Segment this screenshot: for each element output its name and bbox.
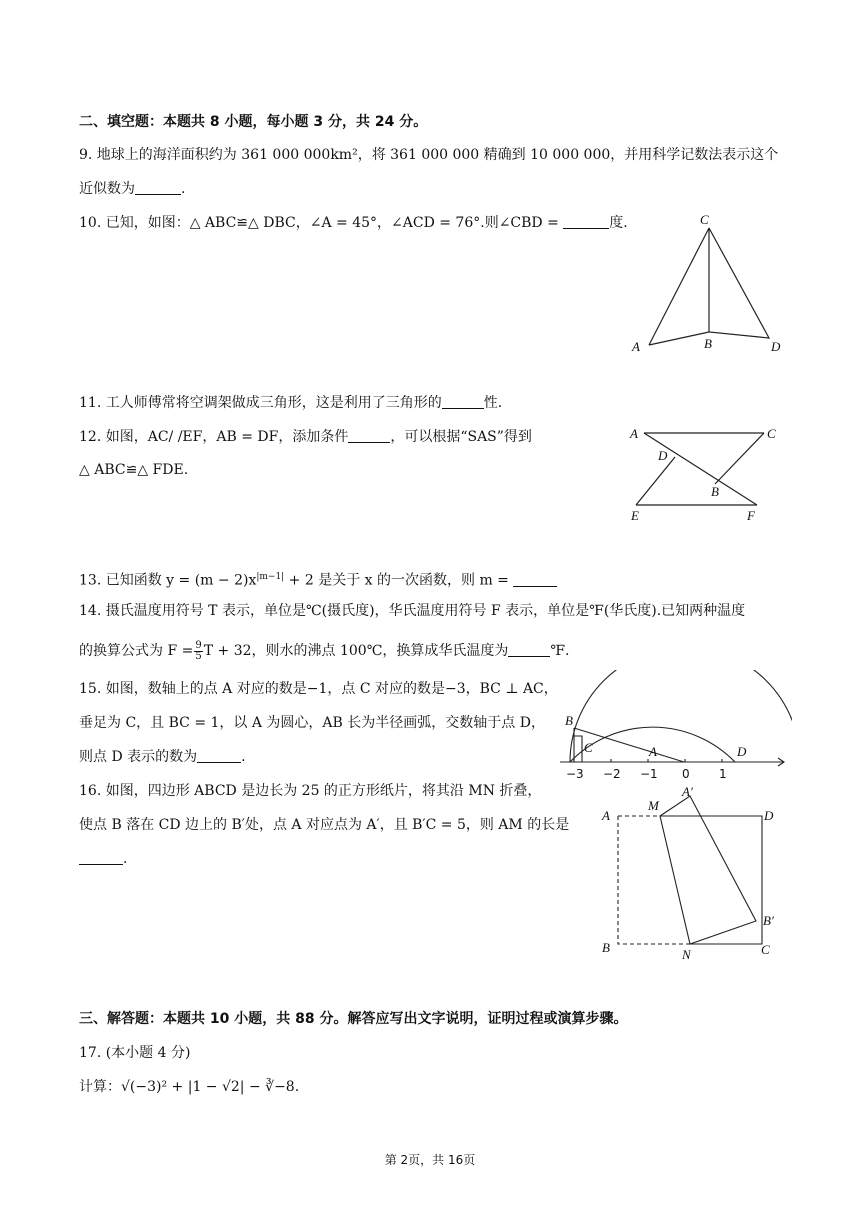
question-14-text-2: T + 32，则水的沸点 100℃，换算成华氏温度为 <box>203 643 509 659</box>
label-a: A <box>649 744 657 759</box>
tick-label: −1 <box>640 767 658 781</box>
question-13-text: 13. 已知函数 y = (m − 2)x <box>79 572 257 589</box>
label-a: A <box>602 808 610 823</box>
question-13 <box>79 568 557 590</box>
math-expression: √(−3)² + |1 − √2| − ∛−8. <box>121 1079 300 1095</box>
question-12-text: 12. 如图，AC/ /EF，AB = DF，添加条件 <box>79 429 349 445</box>
question-11-end: 性. <box>483 395 503 411</box>
label-m: M <box>648 798 659 813</box>
question-17-title: 17. (本小题 4 分) <box>79 1045 191 1061</box>
question-11-text: 11. 工人师傅常将空调架做成三角形，这是利用了三角形的 <box>79 395 442 411</box>
label-c: C <box>761 942 770 957</box>
label-b: B <box>565 713 573 728</box>
label-b: B <box>704 336 712 351</box>
answer-blank <box>79 850 123 865</box>
answer-blank <box>508 642 550 657</box>
question-16-line2: 使点 B 落在 CD 边上的 B′处，点 A 对应点为 A′，且 B′C = 5，则 AM 的长是 <box>79 817 570 833</box>
label-c: C <box>584 740 593 755</box>
label-d: D <box>764 808 774 823</box>
question-12-text-2: ，可以根据“SAS”得到 <box>390 429 532 445</box>
question-9-text: 近似数为 <box>79 181 135 197</box>
question-17-expression <box>79 1078 299 1096</box>
question-16-line3 <box>79 850 127 868</box>
question-14-end: ℉. <box>550 643 570 659</box>
label-d: D <box>658 448 668 463</box>
label-d: D <box>771 339 781 354</box>
answer-blank <box>513 572 557 587</box>
question-16-end: . <box>123 851 128 867</box>
label-b-prime: B′ <box>763 913 774 928</box>
label-a-prime: A′ <box>682 784 693 799</box>
section-header: 三、解答题：本题共 10 小题，共 88 分。解答应写出文字说明，证明过程或演算步骤。 <box>79 1011 628 1027</box>
label-c: C <box>767 426 776 441</box>
figure-number-line <box>552 670 792 782</box>
question-13-text-2: + 2 是关于 x 的一次函数，则 m = <box>284 572 514 589</box>
figure-triangles-abc-dbc <box>620 208 790 358</box>
page-number: 第 2页，共 16页 <box>384 1153 476 1167</box>
tick-label: 0 <box>682 767 690 781</box>
fraction: $\frac{9}{5}$ <box>195 639 202 662</box>
label-a: A <box>630 426 638 441</box>
question-10 <box>79 214 628 232</box>
answer-blank <box>135 180 181 195</box>
question-14-line1: 14. 摄氏温度用符号 T 表示，单位是℃(摄氏度)，华氏温度用符号 F 表示，单位是℉(华氏度).已知两种温度 <box>79 603 746 619</box>
label-d: D <box>737 744 747 759</box>
question-9-line1: 9. 地球上的海洋面积约为 361 000 000km²，将 361 000 000 精确到 10 000 000，并用科学记数法表示这个 <box>79 147 779 163</box>
answer-blank <box>442 394 484 409</box>
question-9-line2 <box>79 180 185 198</box>
tick-label: −2 <box>603 767 621 781</box>
question-14-line2 <box>79 640 569 662</box>
section-header: 二、填空题：本题共 8 小题，每小题 3 分，共 24 分。 <box>79 114 428 130</box>
question-15-end: . <box>241 749 246 765</box>
label-f: F <box>747 508 755 523</box>
question-15-line3 <box>79 748 246 766</box>
label-a: A <box>632 339 640 354</box>
label-n: N <box>682 947 691 960</box>
label-c: C <box>700 212 709 227</box>
answer-blank <box>348 428 390 443</box>
question-12-line1 <box>79 428 532 446</box>
label-b: B <box>602 940 610 955</box>
question-12-line2: △ ABC≌△ FDE. <box>79 462 189 478</box>
question-9-end: . <box>181 181 186 197</box>
tick-label: 1 <box>719 767 727 781</box>
tick-label: −3 <box>566 767 584 781</box>
label-b: B <box>711 484 719 499</box>
question-17-label: 计算： <box>79 1079 121 1095</box>
label-e: E <box>631 508 639 523</box>
question-15-line1: 15. 如图，数轴上的点 A 对应的数是−1，点 C 对应的数是−3，BC ⊥ AC， <box>79 681 558 697</box>
answer-blank <box>197 748 241 763</box>
figure-parallel-lines <box>622 420 790 525</box>
question-10-end: 度. <box>609 215 628 231</box>
question-13-exponent: |m−1| <box>256 572 285 582</box>
question-14-text: 的换算公式为 F = <box>79 643 194 659</box>
question-15-text: 则点 D 表示的数为 <box>79 749 198 765</box>
answer-blank <box>563 214 609 229</box>
question-10-text: 10. 已知，如图：△ ABC≌△ DBC，∠A = 45°，∠ACD = 76°.则∠CBD = <box>79 215 564 231</box>
figure-square-fold <box>594 780 790 960</box>
question-15-line2: 垂足为 C，且 BC = 1，以 A 为圆心，AB 长为半径画弧，交数轴于点 D， <box>79 715 545 731</box>
question-16-line1: 16. 如图，四边形 ABCD 是边长为 25 的正方形纸片，将其沿 MN 折叠， <box>79 783 542 799</box>
question-11 <box>79 394 502 412</box>
